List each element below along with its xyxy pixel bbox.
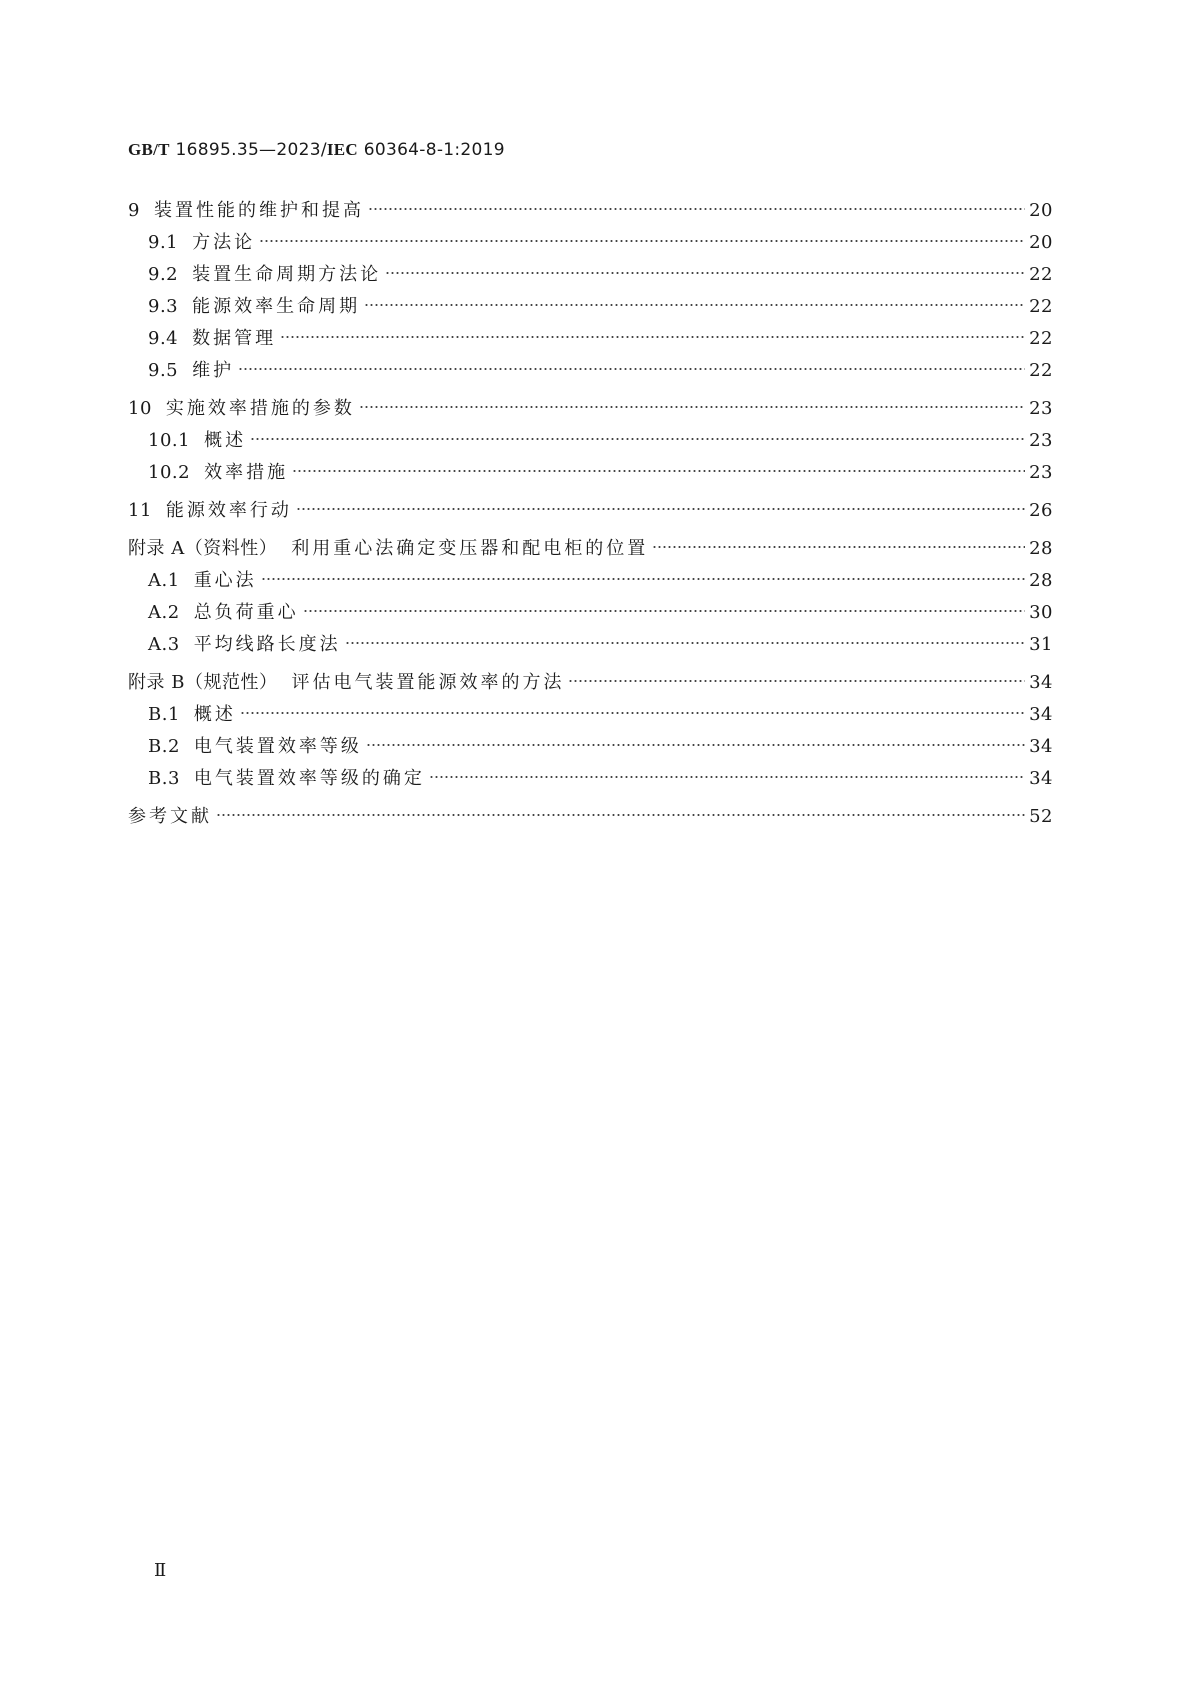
toc-leader-dots [261, 576, 1025, 582]
toc-entry-page: 23 [1029, 462, 1053, 483]
toc-entry[interactable] [128, 732, 1053, 764]
toc-entry-number: 附录 B（规范性） [128, 672, 278, 693]
toc-entry-number: 9.3 [148, 296, 179, 317]
toc-entry[interactable] [128, 356, 1053, 388]
toc-entry-page: 34 [1029, 736, 1053, 757]
toc-entry-page: 22 [1029, 328, 1053, 349]
toc-entry-number: 9.2 [148, 264, 179, 285]
toc-entry-page: 52 [1029, 806, 1053, 827]
toc-entry[interactable] [128, 228, 1053, 260]
header-iec-prefix: IEC [326, 140, 358, 159]
header-standard-prefix: GB/T [128, 140, 170, 159]
toc-entry[interactable] [128, 534, 1053, 566]
toc-entry-page: 31 [1029, 634, 1053, 655]
toc-entry[interactable] [128, 458, 1053, 490]
toc-entry-page: 22 [1029, 264, 1053, 285]
toc-leader-dots [652, 544, 1025, 550]
toc-entry-title: 维护 [192, 360, 235, 381]
page-number: Ⅱ [154, 1560, 167, 1581]
toc-leader-dots [303, 608, 1025, 614]
toc-leader-dots [250, 436, 1025, 442]
toc-leader-dots [366, 742, 1025, 748]
toc-leader-dots [292, 468, 1025, 474]
toc-entry-number: 9.1 [148, 232, 179, 253]
toc-entry[interactable] [128, 324, 1053, 356]
toc-entry-number: 9.5 [148, 360, 179, 381]
toc-entry-page: 28 [1029, 570, 1053, 591]
toc-leader-dots [238, 366, 1025, 372]
toc-leader-dots [259, 238, 1025, 244]
document-header [128, 140, 505, 160]
toc-entry[interactable] [128, 598, 1053, 630]
toc-entry-title: 效率措施 [204, 462, 289, 483]
toc-leader-dots [568, 678, 1025, 684]
toc-entry-title: 数据管理 [192, 328, 277, 349]
toc-leader-dots [280, 334, 1025, 340]
toc-entry-page: 34 [1029, 768, 1053, 789]
toc-entry-number: B.3 [148, 768, 180, 789]
toc-entry[interactable] [128, 260, 1053, 292]
toc-entry[interactable] [128, 802, 1053, 834]
toc-entry-number: B.1 [148, 704, 180, 725]
header-standard-number: 16895.35—2023/ [175, 140, 327, 160]
toc-leader-dots [240, 710, 1025, 716]
toc-entry-title: 概述 [193, 704, 236, 725]
toc-entry-page: 34 [1029, 704, 1053, 725]
toc-entry[interactable] [128, 426, 1053, 458]
toc-entry-number: B.2 [148, 736, 180, 757]
toc-entry-title: 电气装置效率等级 [193, 736, 362, 757]
toc-entry-number: 11 [128, 500, 152, 521]
toc-entry-number: 附录 A（资料性） [128, 538, 278, 559]
toc-entry-number: A.1 [148, 570, 180, 591]
toc-leader-dots [385, 270, 1025, 276]
toc-entry-number: A.2 [148, 602, 180, 623]
toc-entry-page: 30 [1029, 602, 1053, 623]
toc-entry-title: 平均线路长度法 [193, 634, 341, 655]
toc-leader-dots [296, 506, 1025, 512]
toc-entry[interactable] [128, 566, 1053, 598]
toc-entry-title: 能源效率生命周期 [192, 296, 361, 317]
toc-leader-dots [216, 812, 1025, 818]
toc-leader-dots [368, 206, 1025, 212]
toc-entry-page: 22 [1029, 360, 1053, 381]
toc-entry-title: 总负荷重心 [193, 602, 299, 623]
toc-entry-number: 10.2 [148, 462, 191, 483]
toc-entry-page: 20 [1029, 200, 1053, 221]
toc-leader-dots [429, 774, 1025, 780]
toc-entry-page: 22 [1029, 296, 1053, 317]
table-of-contents [128, 196, 1053, 834]
header-iec-number: 60364-8-1:2019 [363, 140, 505, 160]
toc-entry-number: A.3 [148, 634, 180, 655]
toc-entry-title: 评估电气装置能源效率的方法 [291, 672, 565, 693]
toc-leader-dots [359, 404, 1025, 410]
toc-entry-title: 利用重心法确定变压器和配电柜的位置 [291, 538, 649, 559]
toc-entry-page: 28 [1029, 538, 1053, 559]
toc-entry-page: 20 [1029, 232, 1053, 253]
toc-entry[interactable] [128, 630, 1053, 662]
toc-entry[interactable] [128, 700, 1053, 732]
toc-entry-title: 概述 [204, 430, 247, 451]
toc-entry[interactable] [128, 668, 1053, 700]
toc-entry-page: 23 [1029, 430, 1053, 451]
toc-entry-title: 参考文献 [128, 806, 212, 827]
toc-entry-number: 9 [128, 200, 140, 221]
toc-entry[interactable] [128, 496, 1053, 528]
toc-entry-title: 装置性能的维护和提高 [153, 200, 364, 221]
toc-entry-title: 装置生命周期方法论 [192, 264, 382, 285]
toc-entry-page: 26 [1029, 500, 1053, 521]
toc-entry[interactable] [128, 764, 1053, 796]
toc-entry-number: 9.4 [148, 328, 179, 349]
toc-entry-number: 10 [128, 398, 152, 419]
toc-entry[interactable] [128, 394, 1053, 426]
toc-entry-page: 23 [1029, 398, 1053, 419]
toc-entry-title: 方法论 [192, 232, 256, 253]
toc-entry[interactable] [128, 196, 1053, 228]
toc-entry-number: 10.1 [148, 430, 191, 451]
toc-entry[interactable] [128, 292, 1053, 324]
toc-entry-title: 能源效率行动 [165, 500, 292, 521]
toc-entry-page: 34 [1029, 672, 1053, 693]
toc-leader-dots [345, 640, 1025, 646]
toc-leader-dots [364, 302, 1025, 308]
toc-entry-title: 实施效率措施的参数 [165, 398, 355, 419]
toc-entry-title: 重心法 [193, 570, 257, 591]
toc-entry-title: 电气装置效率等级的确定 [193, 768, 425, 789]
